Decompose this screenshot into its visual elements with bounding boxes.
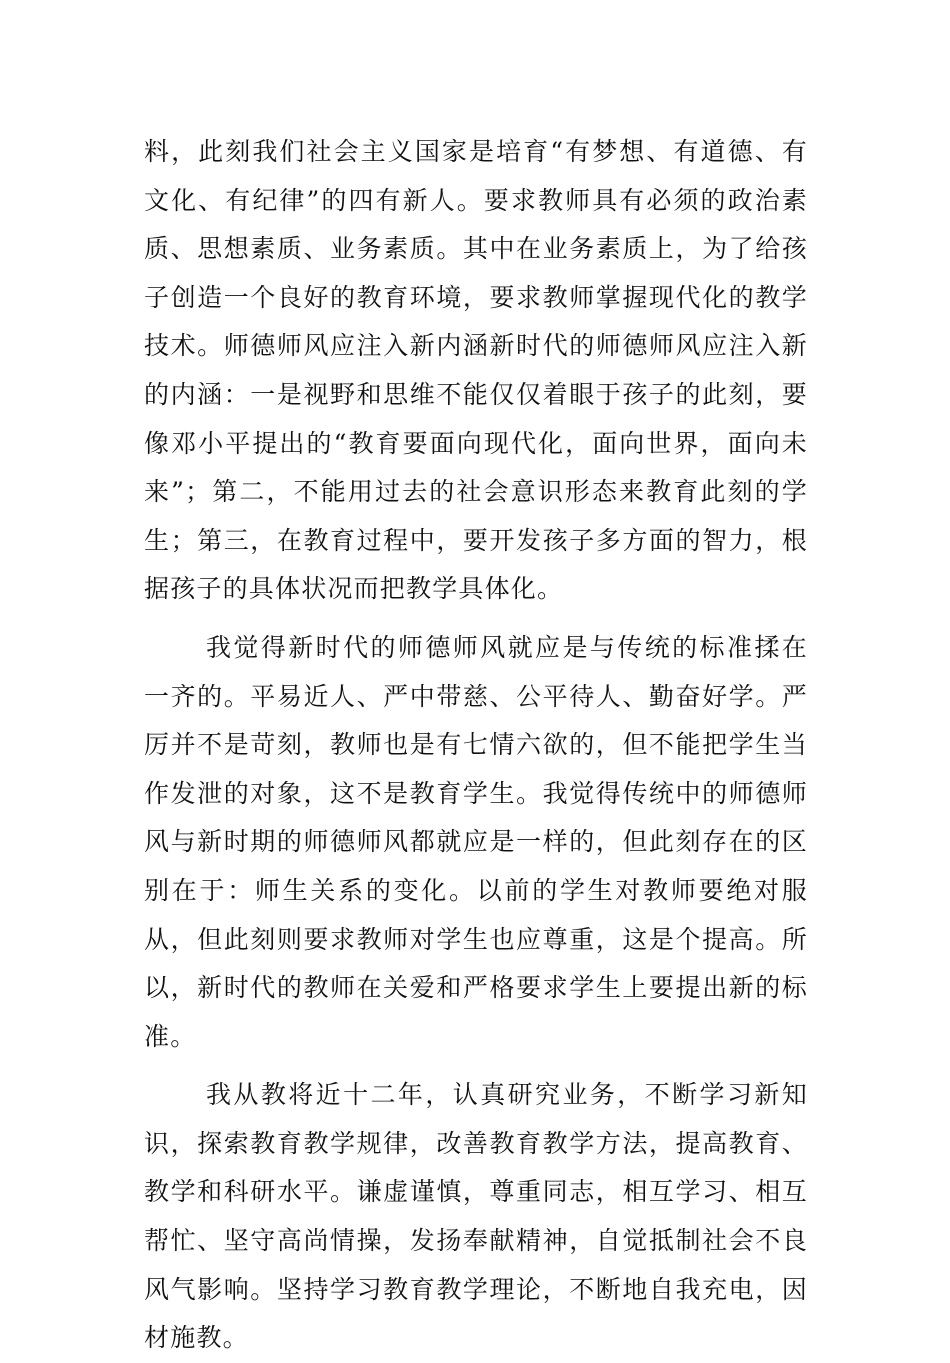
paragraph-1: 料，此刻我们社会主义国家是培育“有梦想、有道德、有文化、有纪律”的四有新人。要求教师具有必须的政治素质、思想素质、业务素质。其中在业务素质上，为了给孩子创造一个良好的教育环境，要求教师掌握现代化的教学技术。师德师风应注入新内涵新时代的师德师风应注入新的内涵：一是视野和思维不能仅仅着眼于孩子的此刻，要像邓小平提出的“教育要面向现代化，面向世界，面向未来”；第二，不能用过去的社会意识形态来教育此刻的学生；第三，在教育过程中，要开发孩子多方面的智力，根据孩子的具体状况而把教学具体化。 (144, 137, 808, 604)
paragraph-3: 我从教将近十二年，认真研究业务，不断学习新知识，探索教育教学规律，改善教育教学方法，提高教育、教学和科研水平。谦虚谨慎，尊重同志，相互学习、相互帮忙、坚守高尚情操，发扬奉献精神，自觉抵制社会不良风气影响。坚持学习教育教学理论，不断地自我充电，因材施教。 (144, 1080, 808, 1353)
paragraph-gap (144, 614, 808, 624)
paragraph-2: 我觉得新时代的师德师风就应是与传统的标准揉在一齐的。平易近人、严中带慈、公平待人、勤奋好学。严厉并不是苛刻，教师也是有七情六欲的，但不能把学生当作发泄的对象，这不是教育学生。我觉得传统中的师德师风与新时期的师德师风都就应是一样的，但此刻存在的区别在于：师生关系的变化。以前的学生对教师要绝对服从，但此刻则要求教师对学生也应尊重，这是个提高。所以，新时代的教师在关爱和严格要求学生上要提出新的标准。 (144, 632, 808, 1051)
paragraph-gap (144, 1061, 808, 1071)
document-body (144, 128, 808, 1363)
